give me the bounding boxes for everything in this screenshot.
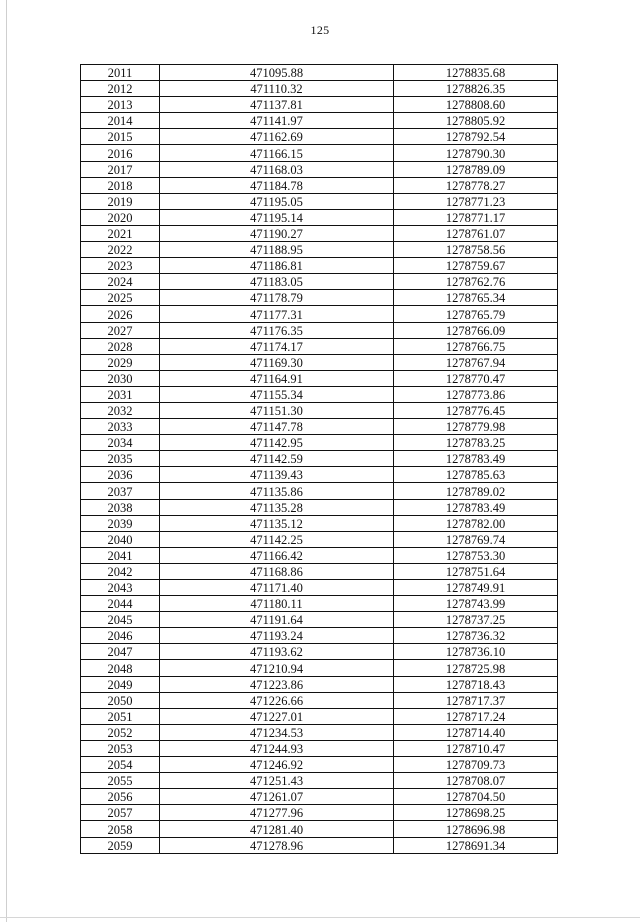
table-row	[81, 660, 558, 676]
x-coordinate-cell: 471178.79	[160, 290, 394, 306]
y-coordinate-cell: 1278789.02	[394, 483, 558, 499]
table-row	[81, 515, 558, 531]
table-row	[81, 821, 558, 837]
point-number-cell: 2041	[81, 547, 160, 563]
point-number-cell: 2021	[81, 225, 160, 241]
y-coordinate-cell: 1278743.99	[394, 596, 558, 612]
table-row	[81, 563, 558, 579]
table-row	[81, 129, 558, 145]
x-coordinate-cell: 471234.53	[160, 724, 394, 740]
point-number-cell: 2031	[81, 386, 160, 402]
x-coordinate-cell: 471168.03	[160, 161, 394, 177]
table-row	[81, 580, 558, 596]
x-coordinate-cell: 471162.69	[160, 129, 394, 145]
x-coordinate-cell: 471177.31	[160, 306, 394, 322]
x-coordinate-cell: 471110.32	[160, 81, 394, 97]
y-coordinate-cell: 1278776.45	[394, 402, 558, 418]
y-coordinate-cell: 1278708.07	[394, 773, 558, 789]
y-coordinate-cell: 1278771.23	[394, 193, 558, 209]
x-coordinate-cell: 471171.40	[160, 580, 394, 596]
table-row	[81, 483, 558, 499]
x-coordinate-cell: 471193.62	[160, 644, 394, 660]
x-coordinate-cell: 471186.81	[160, 258, 394, 274]
y-coordinate-cell: 1278696.98	[394, 821, 558, 837]
x-coordinate-cell: 471277.96	[160, 805, 394, 821]
y-coordinate-cell: 1278835.68	[394, 65, 558, 81]
point-number-cell: 2028	[81, 338, 160, 354]
y-coordinate-cell: 1278808.60	[394, 97, 558, 113]
y-coordinate-cell: 1278778.27	[394, 177, 558, 193]
y-coordinate-cell: 1278762.76	[394, 274, 558, 290]
y-coordinate-cell: 1278782.00	[394, 515, 558, 531]
x-coordinate-cell: 471226.66	[160, 692, 394, 708]
y-coordinate-cell: 1278771.17	[394, 209, 558, 225]
table-row	[81, 435, 558, 451]
point-number-cell: 2049	[81, 676, 160, 692]
table-row	[81, 209, 558, 225]
y-coordinate-cell: 1278766.09	[394, 322, 558, 338]
x-coordinate-cell: 471135.12	[160, 515, 394, 531]
point-number-cell: 2054	[81, 757, 160, 773]
table-row	[81, 225, 558, 241]
table-row	[81, 499, 558, 515]
table-row	[81, 757, 558, 773]
point-number-cell: 2029	[81, 354, 160, 370]
x-coordinate-cell: 471141.97	[160, 113, 394, 129]
point-number-cell: 2038	[81, 499, 160, 515]
table-row	[81, 596, 558, 612]
point-number-cell: 2018	[81, 177, 160, 193]
x-coordinate-cell: 471195.14	[160, 209, 394, 225]
point-number-cell: 2047	[81, 644, 160, 660]
y-coordinate-cell: 1278761.07	[394, 225, 558, 241]
table-row	[81, 81, 558, 97]
y-coordinate-cell: 1278826.35	[394, 81, 558, 97]
point-number-cell: 2044	[81, 596, 160, 612]
y-coordinate-cell: 1278751.64	[394, 563, 558, 579]
y-coordinate-cell: 1278749.91	[394, 580, 558, 596]
table-row	[81, 338, 558, 354]
x-coordinate-cell: 471164.91	[160, 370, 394, 386]
point-number-cell: 2036	[81, 467, 160, 483]
x-coordinate-cell: 471139.43	[160, 467, 394, 483]
x-coordinate-cell: 471210.94	[160, 660, 394, 676]
point-number-cell: 2026	[81, 306, 160, 322]
table-row	[81, 177, 558, 193]
x-coordinate-cell: 471168.86	[160, 563, 394, 579]
y-coordinate-cell: 1278709.73	[394, 757, 558, 773]
point-number-cell: 2027	[81, 322, 160, 338]
point-number-cell: 2040	[81, 531, 160, 547]
x-coordinate-cell: 471188.95	[160, 242, 394, 258]
point-number-cell: 2046	[81, 628, 160, 644]
y-coordinate-cell: 1278785.63	[394, 467, 558, 483]
x-coordinate-cell: 471135.28	[160, 499, 394, 515]
page-edge-line	[6, 0, 7, 922]
coordinates-table	[80, 64, 558, 854]
table-row	[81, 531, 558, 547]
table-row	[81, 612, 558, 628]
point-number-cell: 2024	[81, 274, 160, 290]
point-number-cell: 2011	[81, 65, 160, 81]
x-coordinate-cell: 471281.40	[160, 821, 394, 837]
x-coordinate-cell: 471246.92	[160, 757, 394, 773]
y-coordinate-cell: 1278805.92	[394, 113, 558, 129]
point-number-cell: 2050	[81, 692, 160, 708]
y-coordinate-cell: 1278765.79	[394, 306, 558, 322]
table-row	[81, 242, 558, 258]
x-coordinate-cell: 471155.34	[160, 386, 394, 402]
y-coordinate-cell: 1278753.30	[394, 547, 558, 563]
y-coordinate-cell: 1278691.34	[394, 837, 558, 853]
y-coordinate-cell: 1278704.50	[394, 789, 558, 805]
x-coordinate-cell: 471166.15	[160, 145, 394, 161]
y-coordinate-cell: 1278789.09	[394, 161, 558, 177]
y-coordinate-cell: 1278758.56	[394, 242, 558, 258]
x-coordinate-cell: 471195.05	[160, 193, 394, 209]
table-row	[81, 113, 558, 129]
y-coordinate-cell: 1278737.25	[394, 612, 558, 628]
x-coordinate-cell: 471142.25	[160, 531, 394, 547]
table-row	[81, 837, 558, 853]
point-number-cell: 2056	[81, 789, 160, 805]
x-coordinate-cell: 471278.96	[160, 837, 394, 853]
point-number-cell: 2033	[81, 419, 160, 435]
table-row	[81, 467, 558, 483]
y-coordinate-cell: 1278717.37	[394, 692, 558, 708]
x-coordinate-cell: 471184.78	[160, 177, 394, 193]
x-coordinate-cell: 471137.81	[160, 97, 394, 113]
y-coordinate-cell: 1278717.24	[394, 708, 558, 724]
table-row	[81, 789, 558, 805]
y-coordinate-cell: 1278792.54	[394, 129, 558, 145]
y-coordinate-cell: 1278770.47	[394, 370, 558, 386]
y-coordinate-cell: 1278783.49	[394, 499, 558, 515]
point-number-cell: 2025	[81, 290, 160, 306]
page-number: 125	[310, 23, 330, 37]
x-coordinate-cell: 471191.64	[160, 612, 394, 628]
y-coordinate-cell: 1278736.10	[394, 644, 558, 660]
point-number-cell: 2045	[81, 612, 160, 628]
x-coordinate-cell: 471223.86	[160, 676, 394, 692]
point-number-cell: 2053	[81, 740, 160, 756]
y-coordinate-cell: 1278698.25	[394, 805, 558, 821]
x-coordinate-cell: 471169.30	[160, 354, 394, 370]
point-number-cell: 2034	[81, 435, 160, 451]
point-number-cell: 2048	[81, 660, 160, 676]
x-coordinate-cell: 471261.07	[160, 789, 394, 805]
point-number-cell: 2039	[81, 515, 160, 531]
point-number-cell: 2017	[81, 161, 160, 177]
point-number-cell: 2012	[81, 81, 160, 97]
y-coordinate-cell: 1278783.49	[394, 451, 558, 467]
table-row	[81, 402, 558, 418]
point-number-cell: 2051	[81, 708, 160, 724]
x-coordinate-cell: 471251.43	[160, 773, 394, 789]
coordinates-table-body	[81, 65, 558, 854]
table-row	[81, 97, 558, 113]
x-coordinate-cell: 471135.86	[160, 483, 394, 499]
table-row	[81, 258, 558, 274]
x-coordinate-cell: 471180.11	[160, 596, 394, 612]
y-coordinate-cell: 1278767.94	[394, 354, 558, 370]
x-coordinate-cell: 471166.42	[160, 547, 394, 563]
x-coordinate-cell: 471193.24	[160, 628, 394, 644]
table-row	[81, 65, 558, 81]
x-coordinate-cell: 471183.05	[160, 274, 394, 290]
y-coordinate-cell: 1278779.98	[394, 419, 558, 435]
table-row	[81, 322, 558, 338]
point-number-cell: 2022	[81, 242, 160, 258]
table-row	[81, 708, 558, 724]
table-row	[81, 547, 558, 563]
point-number-cell: 2014	[81, 113, 160, 129]
y-coordinate-cell: 1278736.32	[394, 628, 558, 644]
y-coordinate-cell: 1278714.40	[394, 724, 558, 740]
table-row	[81, 676, 558, 692]
point-number-cell: 2023	[81, 258, 160, 274]
table-row	[81, 724, 558, 740]
point-number-cell: 2042	[81, 563, 160, 579]
y-coordinate-cell: 1278766.75	[394, 338, 558, 354]
point-number-cell: 2055	[81, 773, 160, 789]
x-coordinate-cell: 471227.01	[160, 708, 394, 724]
table-row	[81, 274, 558, 290]
table-row	[81, 805, 558, 821]
point-number-cell: 2019	[81, 193, 160, 209]
y-coordinate-cell: 1278765.34	[394, 290, 558, 306]
table-row	[81, 145, 558, 161]
x-coordinate-cell: 471244.93	[160, 740, 394, 756]
table-row	[81, 419, 558, 435]
y-coordinate-cell: 1278783.25	[394, 435, 558, 451]
table-row	[81, 644, 558, 660]
point-number-cell: 2035	[81, 451, 160, 467]
table-row	[81, 386, 558, 402]
point-number-cell: 2030	[81, 370, 160, 386]
table-row	[81, 740, 558, 756]
y-coordinate-cell: 1278710.47	[394, 740, 558, 756]
point-number-cell: 2059	[81, 837, 160, 853]
x-coordinate-cell: 471174.17	[160, 338, 394, 354]
point-number-cell: 2043	[81, 580, 160, 596]
x-coordinate-cell: 471095.88	[160, 65, 394, 81]
table-row	[81, 370, 558, 386]
y-coordinate-cell: 1278718.43	[394, 676, 558, 692]
point-number-cell: 2020	[81, 209, 160, 225]
page-bottom-line	[0, 917, 640, 918]
table-row	[81, 161, 558, 177]
y-coordinate-cell: 1278773.86	[394, 386, 558, 402]
point-number-cell: 2016	[81, 145, 160, 161]
y-coordinate-cell: 1278759.67	[394, 258, 558, 274]
table-row	[81, 692, 558, 708]
table-row	[81, 773, 558, 789]
table-row	[81, 451, 558, 467]
x-coordinate-cell: 471190.27	[160, 225, 394, 241]
x-coordinate-cell: 471142.95	[160, 435, 394, 451]
point-number-cell: 2013	[81, 97, 160, 113]
x-coordinate-cell: 471147.78	[160, 419, 394, 435]
table-row	[81, 306, 558, 322]
table-row	[81, 354, 558, 370]
table-row	[81, 290, 558, 306]
x-coordinate-cell: 471176.35	[160, 322, 394, 338]
y-coordinate-cell: 1278769.74	[394, 531, 558, 547]
point-number-cell: 2037	[81, 483, 160, 499]
point-number-cell: 2032	[81, 402, 160, 418]
point-number-cell: 2058	[81, 821, 160, 837]
point-number-cell: 2057	[81, 805, 160, 821]
point-number-cell: 2052	[81, 724, 160, 740]
y-coordinate-cell: 1278725.98	[394, 660, 558, 676]
x-coordinate-cell: 471142.59	[160, 451, 394, 467]
point-number-cell: 2015	[81, 129, 160, 145]
x-coordinate-cell: 471151.30	[160, 402, 394, 418]
table-row	[81, 628, 558, 644]
y-coordinate-cell: 1278790.30	[394, 145, 558, 161]
table-row	[81, 193, 558, 209]
